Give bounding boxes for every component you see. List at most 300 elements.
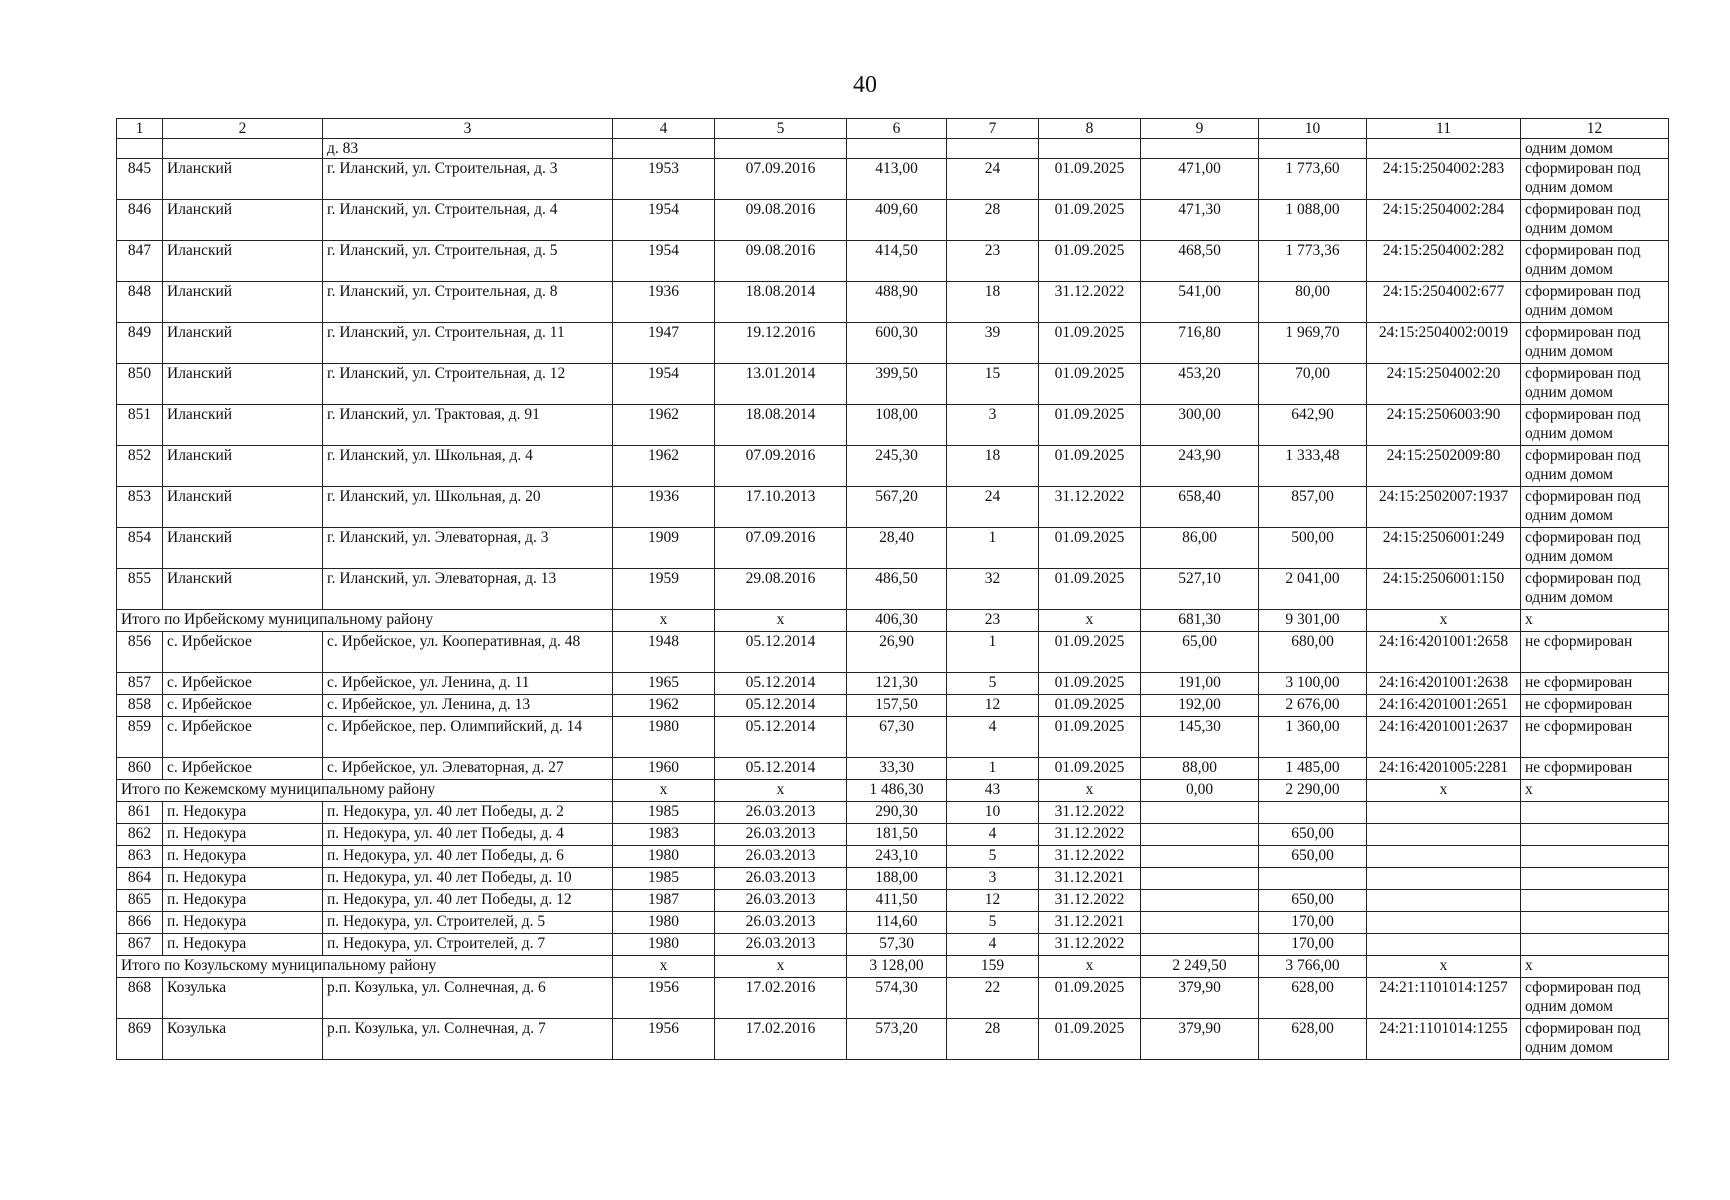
table-cell: 170,00 [1259,934,1367,956]
table-cell: 01.09.2025 [1039,241,1141,282]
table-cell: п. Недокура [163,912,323,934]
table-cell: 188,00 [847,868,947,890]
table-cell: 26.03.2013 [715,802,847,824]
table-cell: 851 [117,405,163,446]
table-cell: п. Недокура, ул. 40 лет Победы, д. 4 [323,824,613,846]
table-cell: 31.12.2022 [1039,802,1141,824]
table-cell: 858 [117,695,163,717]
table-cell: п. Недокура [163,802,323,824]
table-row [117,1019,1669,1060]
table-cell: Козулька [163,1019,323,1060]
table-cell: 628,00 [1259,978,1367,1019]
table-cell [1259,139,1367,159]
column-number-cell: 8 [1039,119,1141,139]
table-row [117,632,1669,673]
table-body [117,119,1669,1060]
table-cell: сформирован под одним домом [1521,323,1669,364]
table-cell: 3 100,00 [1259,673,1367,695]
table-cell [1367,846,1521,868]
table-cell: 24:21:1101014:1255 [1367,1019,1521,1060]
table-cell: не сформирован [1521,632,1669,673]
table-cell: 70,00 [1259,364,1367,405]
table-row [117,824,1669,846]
total-cell: 3 128,00 [847,956,947,978]
table-cell: 29.08.2016 [715,569,847,610]
total-cell: x [1367,780,1521,802]
table-cell: п. Недокура [163,868,323,890]
table-cell: 15 [947,364,1039,405]
table-cell: 01.09.2025 [1039,446,1141,487]
table-cell: г. Иланский, ул. Трактовая, д. 91 [323,405,613,446]
table-row [117,673,1669,695]
table-cell: Иланский [163,159,323,200]
table-cell: 5 [947,912,1039,934]
table-cell [947,139,1039,159]
table-cell: 857 [117,673,163,695]
table-cell: сформирован под одним домом [1521,159,1669,200]
table-cell: 24:16:4201005:2281 [1367,758,1521,780]
table-cell [1141,824,1259,846]
table-row [117,846,1669,868]
table-cell [117,139,163,159]
table-cell: 31.12.2022 [1039,282,1141,323]
total-cell: x [1039,780,1141,802]
table-cell: 80,00 [1259,282,1367,323]
table-cell: 18.08.2014 [715,282,847,323]
table-row [117,802,1669,824]
table-row [117,912,1669,934]
table-cell: 24:16:4201001:2638 [1367,673,1521,695]
continuation-row [117,139,1669,159]
table-cell: 471,00 [1141,159,1259,200]
table-cell [613,139,715,159]
table-cell: 157,50 [847,695,947,717]
table-cell: Иланский [163,241,323,282]
table-row [117,569,1669,610]
table-cell: 865 [117,890,163,912]
table-cell: 31.12.2022 [1039,890,1141,912]
total-cell: x [1521,956,1669,978]
table-cell: 18 [947,282,1039,323]
table-cell: 18 [947,446,1039,487]
table-cell [1367,139,1521,159]
table-cell: 409,60 [847,200,947,241]
column-number-cell: 6 [847,119,947,139]
table-cell: Иланский [163,364,323,405]
table-cell: 31.12.2021 [1039,912,1141,934]
table-cell: 628,00 [1259,1019,1367,1060]
table-cell: 486,50 [847,569,947,610]
table-cell: 26.03.2013 [715,890,847,912]
housing-register-table [116,118,1669,1060]
table-cell: 1953 [613,159,715,200]
table-cell: 1 773,60 [1259,159,1367,200]
table-cell: 471,30 [1141,200,1259,241]
table-cell: 181,50 [847,824,947,846]
table-cell: 05.12.2014 [715,632,847,673]
table-cell: 1 [947,758,1039,780]
table-cell: не сформирован [1521,758,1669,780]
table-cell: 01.09.2025 [1039,364,1141,405]
table-cell [1141,934,1259,956]
table-cell: 574,30 [847,978,947,1019]
table-cell: 527,10 [1141,569,1259,610]
table-cell: 24:15:2506003:90 [1367,405,1521,446]
table-cell: 845 [117,159,163,200]
table-cell: 24:15:2506001:150 [1367,569,1521,610]
table-cell [1367,890,1521,912]
column-number-cell: 11 [1367,119,1521,139]
table-cell: 01.09.2025 [1039,323,1141,364]
table-cell: 488,90 [847,282,947,323]
table-cell: 26.03.2013 [715,846,847,868]
table-cell: 1947 [613,323,715,364]
table-cell [1259,802,1367,824]
table-cell: 680,00 [1259,632,1367,673]
table-cell: 853 [117,487,163,528]
table-cell: г. Иланский, ул. Строительная, д. 3 [323,159,613,200]
table-cell: 31.12.2022 [1039,487,1141,528]
district-total-label: Итого по Кежемскому муниципальному району [117,780,613,802]
table-cell: не сформирован [1521,695,1669,717]
table-cell: одним домом [1521,139,1669,159]
table-cell: 01.09.2025 [1039,978,1141,1019]
table-cell: Иланский [163,487,323,528]
table-cell: 3 [947,405,1039,446]
table-cell [1367,934,1521,956]
table-cell: п. Недокура [163,846,323,868]
table-cell: 01.09.2025 [1039,717,1141,758]
column-number-cell: 3 [323,119,613,139]
table-cell: г. Иланский, ул. Строительная, д. 11 [323,323,613,364]
table-row [117,528,1669,569]
table-cell: 28,40 [847,528,947,569]
table-cell: 24:16:4201001:2651 [1367,695,1521,717]
table-cell: 01.09.2025 [1039,632,1141,673]
table-cell: 5 [947,673,1039,695]
column-number-cell: 7 [947,119,1039,139]
table-cell: р.п. Козулька, ул. Солнечная, д. 6 [323,978,613,1019]
table-cell: 1954 [613,200,715,241]
table-cell: 05.12.2014 [715,673,847,695]
table-cell: 1 088,00 [1259,200,1367,241]
table-cell: 1965 [613,673,715,695]
table-cell: Иланский [163,282,323,323]
table-cell: сформирован под одним домом [1521,364,1669,405]
district-total-label: Итого по Козульскому муниципальному району [117,956,613,978]
table-cell: 567,20 [847,487,947,528]
table-cell: 243,90 [1141,446,1259,487]
table-cell: с. Ирбейское, ул. Элеваторная, д. 27 [323,758,613,780]
table-cell: сформирован под одним домом [1521,282,1669,323]
table-cell: 17.02.2016 [715,1019,847,1060]
column-number-cell: 9 [1141,119,1259,139]
table-cell: 541,00 [1141,282,1259,323]
table-cell: 31.12.2022 [1039,824,1141,846]
column-number-cell: 10 [1259,119,1367,139]
district-total-label: Итого по Ирбейскому муниципальному району [117,610,613,632]
table-row [117,978,1669,1019]
table-cell: 1954 [613,241,715,282]
table-cell: 192,00 [1141,695,1259,717]
table-cell: 859 [117,717,163,758]
total-cell: x [1367,610,1521,632]
table-cell: 24:15:2504002:284 [1367,200,1521,241]
table-cell: г. Иланский, ул. Элеваторная, д. 13 [323,569,613,610]
table-cell: 1948 [613,632,715,673]
total-cell: 2 249,50 [1141,956,1259,978]
table-cell: 31.12.2022 [1039,846,1141,868]
table-cell: 852 [117,446,163,487]
table-cell: 09.08.2016 [715,241,847,282]
table-cell: 24:15:2504002:282 [1367,241,1521,282]
table-cell: Козулька [163,978,323,1019]
table-cell: 863 [117,846,163,868]
table-cell: 1980 [613,846,715,868]
table-cell: г. Иланский, ул. Элеваторная, д. 3 [323,528,613,569]
table-cell: 860 [117,758,163,780]
table-cell: 17.02.2016 [715,978,847,1019]
page-number: 40 [853,72,877,98]
table-cell: 108,00 [847,405,947,446]
table-cell: п. Недокура, ул. 40 лет Победы, д. 10 [323,868,613,890]
table-cell: с. Ирбейское, ул. Ленина, д. 13 [323,695,613,717]
table-cell: д. 83 [323,139,613,159]
table-row [117,405,1669,446]
table-cell: 849 [117,323,163,364]
total-cell: x [1039,956,1141,978]
table-cell: 01.09.2025 [1039,1019,1141,1060]
table-cell: 1987 [613,890,715,912]
table-cell: 869 [117,1019,163,1060]
table-cell [1521,912,1669,934]
table-cell: 24:15:2502009:80 [1367,446,1521,487]
table-cell: 07.09.2016 [715,159,847,200]
table-cell: 57,30 [847,934,947,956]
table-cell: 1962 [613,446,715,487]
table-cell: п. Недокура [163,890,323,912]
column-number-cell: 5 [715,119,847,139]
table-cell: 26.03.2013 [715,824,847,846]
table-cell: 379,90 [1141,1019,1259,1060]
table-cell: 1956 [613,1019,715,1060]
table-cell: 01.09.2025 [1039,528,1141,569]
table-cell: Иланский [163,323,323,364]
table-cell: 05.12.2014 [715,758,847,780]
table-cell [1141,802,1259,824]
table-cell: с. Ирбейское [163,758,323,780]
table-cell: 1 485,00 [1259,758,1367,780]
table-cell: 26.03.2013 [715,868,847,890]
table-cell: 17.10.2013 [715,487,847,528]
total-cell: x [613,780,715,802]
table-cell: 32 [947,569,1039,610]
table-cell: 1959 [613,569,715,610]
table-cell [1141,890,1259,912]
table-cell: Иланский [163,446,323,487]
table-cell: Иланский [163,528,323,569]
table-cell [1367,802,1521,824]
table-cell: 1 360,00 [1259,717,1367,758]
table-cell: 1962 [613,695,715,717]
table-cell [1521,868,1669,890]
table-row [117,487,1669,528]
table-cell: 18.08.2014 [715,405,847,446]
table-cell: 857,00 [1259,487,1367,528]
table-cell: 09.08.2016 [715,200,847,241]
table-cell [1521,934,1669,956]
table-cell: 67,30 [847,717,947,758]
table-cell: 22 [947,978,1039,1019]
table-cell: с. Ирбейское, ул. Ленина, д. 11 [323,673,613,695]
table-cell: 2 676,00 [1259,695,1367,717]
table-row [117,282,1669,323]
table-cell: с. Ирбейское [163,673,323,695]
table-row [117,868,1669,890]
table-cell: 1980 [613,717,715,758]
table-cell: 19.12.2016 [715,323,847,364]
table-cell: 1980 [613,912,715,934]
table-cell: 413,00 [847,159,947,200]
table-cell: 411,50 [847,890,947,912]
table-cell [1039,139,1141,159]
column-number-cell: 4 [613,119,715,139]
table-cell: 1954 [613,364,715,405]
table-cell: 1956 [613,978,715,1019]
table-cell: 650,00 [1259,890,1367,912]
table-cell: 1985 [613,868,715,890]
table-cell: 2 041,00 [1259,569,1367,610]
table-cell: 868 [117,978,163,1019]
table-cell: 88,00 [1141,758,1259,780]
table-cell: 846 [117,200,163,241]
table-cell: 05.12.2014 [715,695,847,717]
table-cell: 1983 [613,824,715,846]
table-cell: 12 [947,695,1039,717]
table-cell: 01.09.2025 [1039,200,1141,241]
table-cell: г. Иланский, ул. Строительная, д. 8 [323,282,613,323]
table-cell: 650,00 [1259,824,1367,846]
table-cell: 24:15:2504002:0019 [1367,323,1521,364]
table-cell: 4 [947,824,1039,846]
table-cell: с. Ирбейское [163,632,323,673]
table-cell [1367,912,1521,934]
table-cell: 01.09.2025 [1039,569,1141,610]
table-cell [1141,846,1259,868]
table-row [117,323,1669,364]
column-number-cell: 12 [1521,119,1669,139]
table-cell: 24 [947,487,1039,528]
table-cell: 65,00 [1141,632,1259,673]
total-cell: 0,00 [1141,780,1259,802]
table-cell: п. Недокура [163,934,323,956]
table-cell: 121,30 [847,673,947,695]
table-cell: г. Иланский, ул. Строительная, д. 5 [323,241,613,282]
total-cell: 1 486,30 [847,780,947,802]
table-cell: сформирован под одним домом [1521,241,1669,282]
table-cell: 24:15:2502007:1937 [1367,487,1521,528]
table-cell: 1960 [613,758,715,780]
district-total-row [117,956,1669,978]
table-cell: 1985 [613,802,715,824]
table-cell: 658,40 [1141,487,1259,528]
table-cell: 379,90 [1141,978,1259,1019]
table-cell: г. Иланский, ул. Школьная, д. 4 [323,446,613,487]
table-cell [1521,846,1669,868]
table-cell: 12 [947,890,1039,912]
table-cell: 1 [947,632,1039,673]
table-cell [1521,890,1669,912]
table-cell: 864 [117,868,163,890]
table-cell: 245,30 [847,446,947,487]
table-cell: 1 773,36 [1259,241,1367,282]
table-cell: 468,50 [1141,241,1259,282]
table-cell: 01.09.2025 [1039,673,1141,695]
column-number-cell: 2 [163,119,323,139]
total-cell: 43 [947,780,1039,802]
table-cell: 573,20 [847,1019,947,1060]
table-cell: не сформирован [1521,673,1669,695]
table-cell: с. Ирбейское, пер. Олимпийский, д. 14 [323,717,613,758]
total-cell: x [1521,610,1669,632]
table-cell: п. Недокура, ул. Строителей, д. 7 [323,934,613,956]
table-row [117,717,1669,758]
table-cell: п. Недокура, ул. Строителей, д. 5 [323,912,613,934]
table-cell [1367,824,1521,846]
table-cell: 07.09.2016 [715,528,847,569]
table-cell: 1909 [613,528,715,569]
total-cell: 681,30 [1141,610,1259,632]
table-cell: 399,50 [847,364,947,405]
table-cell: 650,00 [1259,846,1367,868]
table-cell: сформирован под одним домом [1521,405,1669,446]
table-cell: 26.03.2013 [715,912,847,934]
table-cell [1141,912,1259,934]
table-cell: 414,50 [847,241,947,282]
district-total-row [117,780,1669,802]
table-cell: г. Иланский, ул. Школьная, д. 20 [323,487,613,528]
table-cell: 3 [947,868,1039,890]
table-cell: 39 [947,323,1039,364]
table-cell [1367,868,1521,890]
total-cell: x [1521,780,1669,802]
table-cell: 26,90 [847,632,947,673]
table-cell: 01.09.2025 [1039,695,1141,717]
table-cell [1141,868,1259,890]
table-cell: 243,10 [847,846,947,868]
table-row [117,446,1669,487]
table-cell: 26.03.2013 [715,934,847,956]
table-cell: с. Ирбейское [163,695,323,717]
table-cell: 866 [117,912,163,934]
total-cell: x [1367,956,1521,978]
table-cell: 861 [117,802,163,824]
total-cell: 2 290,00 [1259,780,1367,802]
total-cell: 406,30 [847,610,947,632]
table-cell: 13.01.2014 [715,364,847,405]
table-cell: 28 [947,1019,1039,1060]
table-cell: 854 [117,528,163,569]
table-cell: 191,00 [1141,673,1259,695]
table-cell [1521,802,1669,824]
table-cell: Иланский [163,569,323,610]
table-row [117,241,1669,282]
table-cell: 856 [117,632,163,673]
table-cell: 31.12.2021 [1039,868,1141,890]
total-cell: 3 766,00 [1259,956,1367,978]
table-cell: 300,00 [1141,405,1259,446]
total-cell: 159 [947,956,1039,978]
